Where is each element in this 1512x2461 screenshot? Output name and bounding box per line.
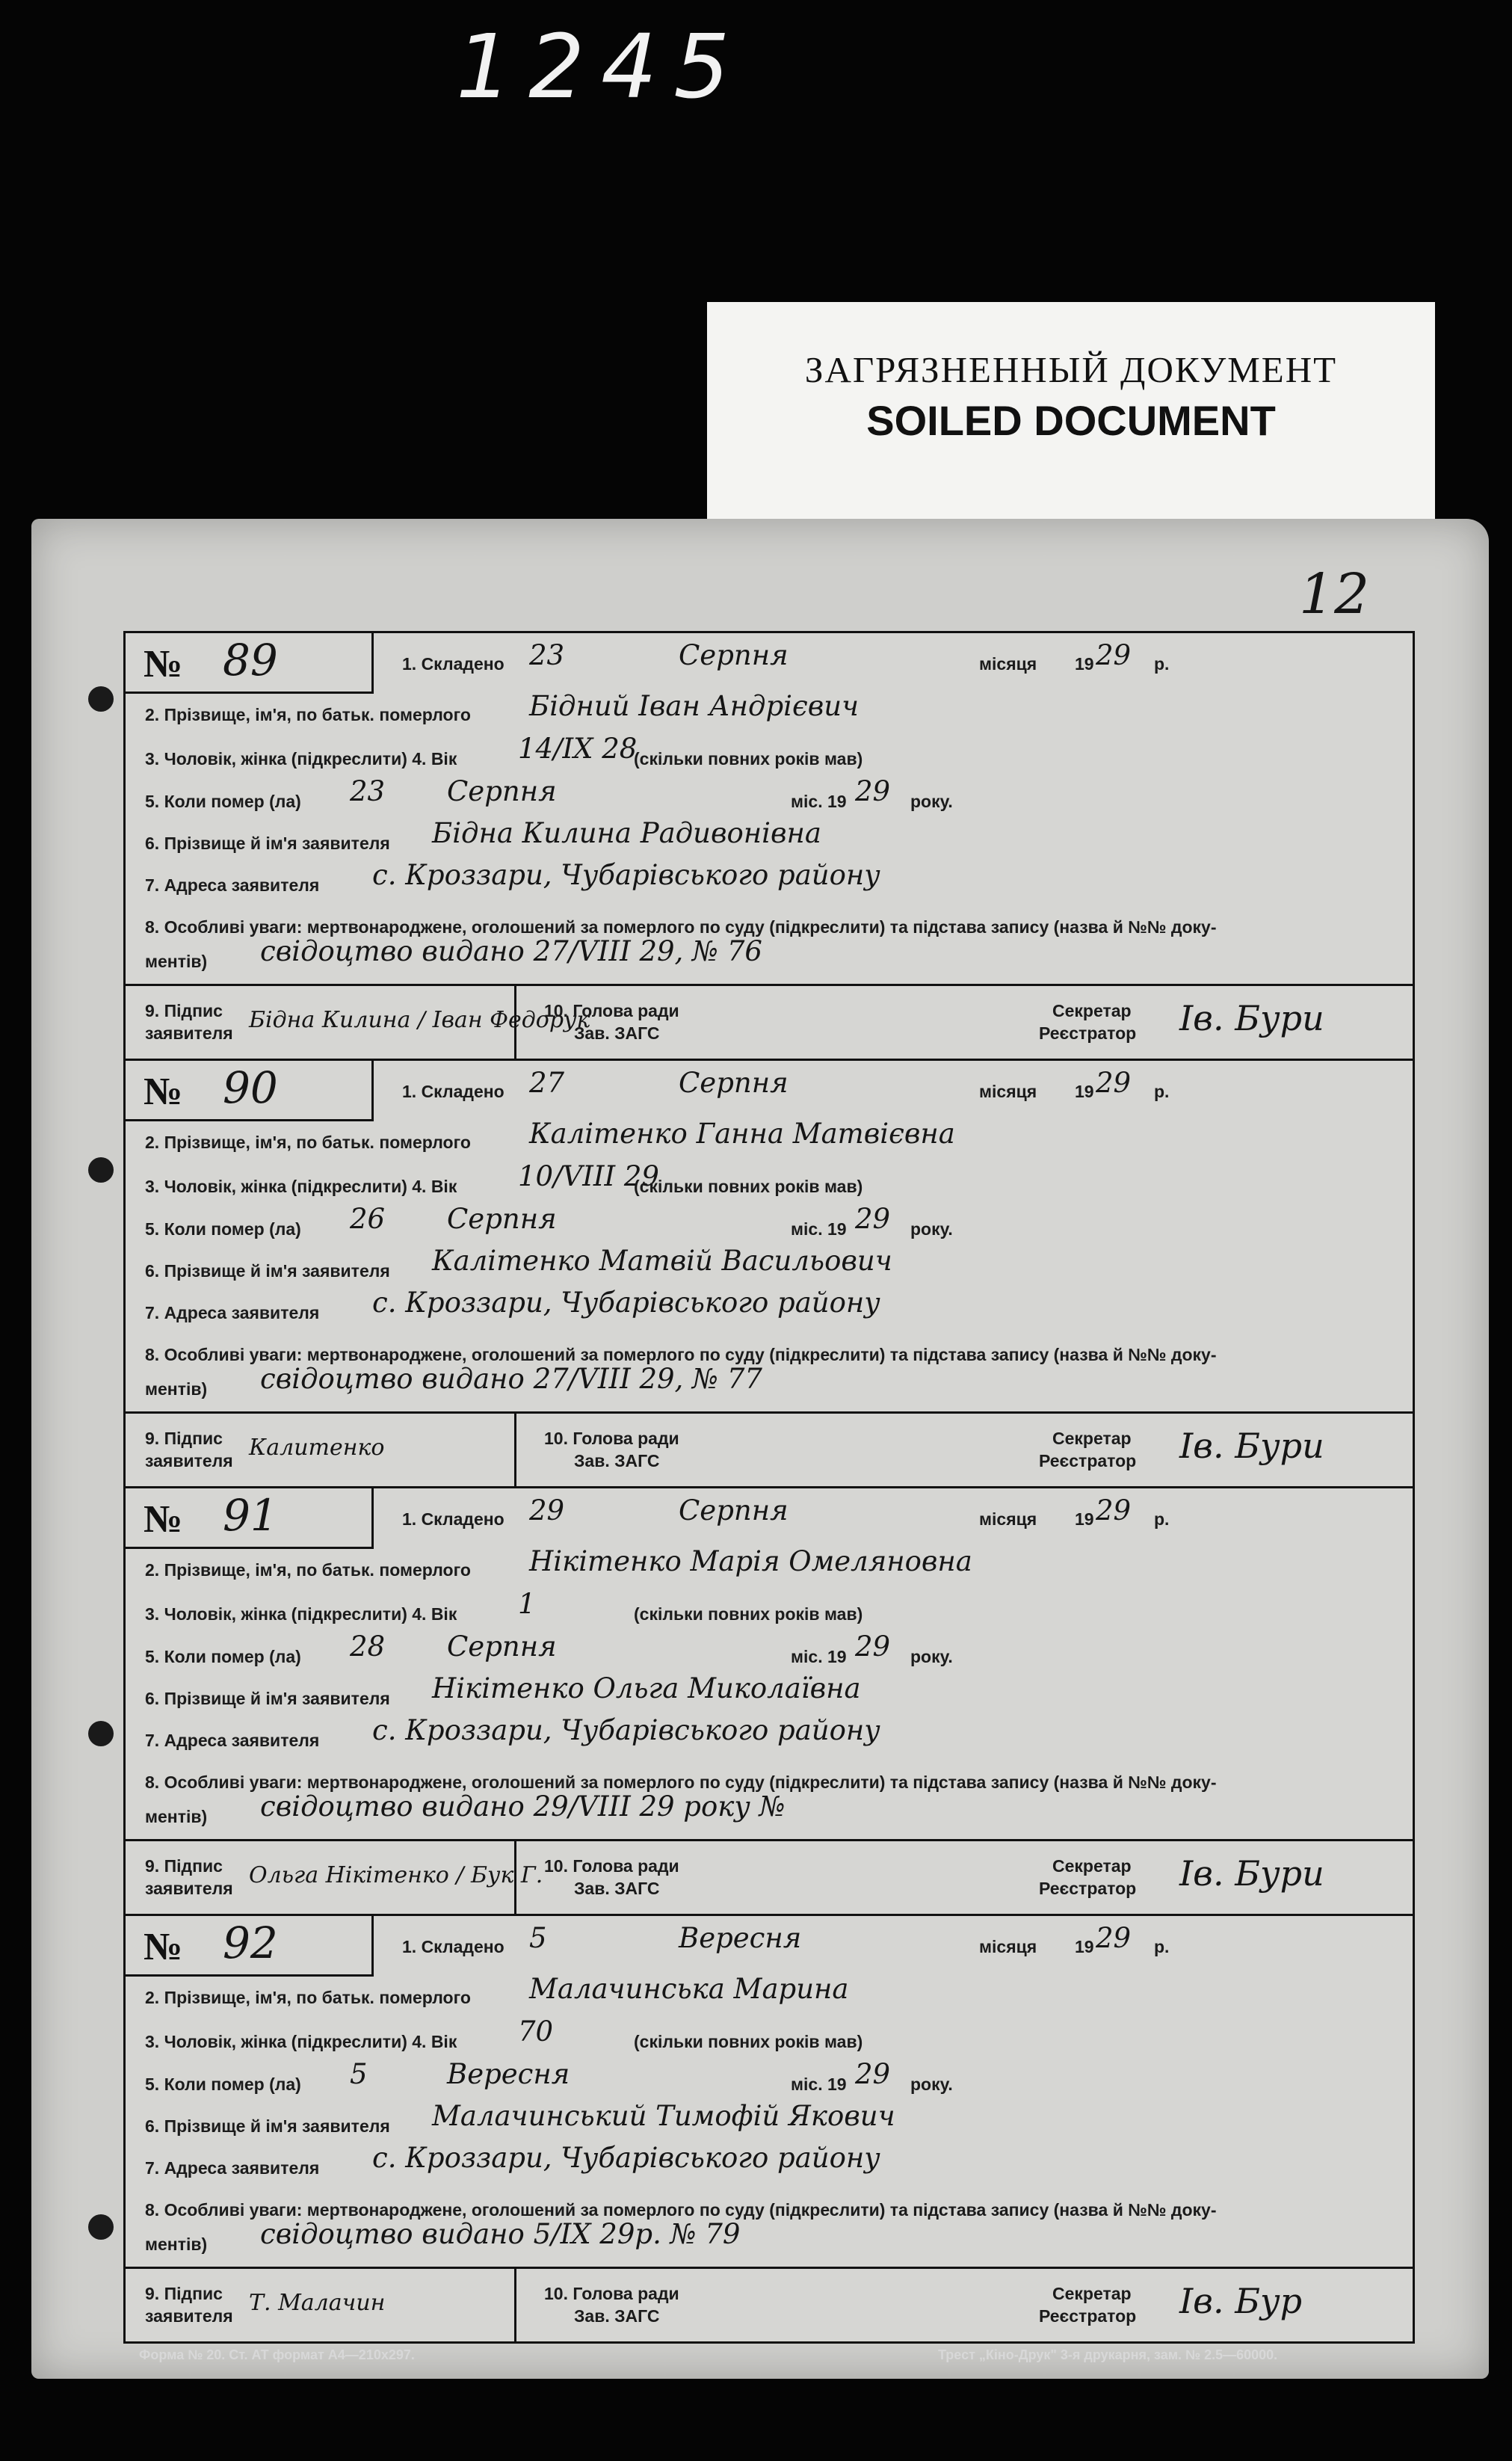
address-label: 7. Адреса заявителя	[145, 875, 320, 895]
registrar-label: Реєстратор	[1039, 1879, 1137, 1898]
secretary-label: Секретар	[1052, 1856, 1132, 1876]
record-number: 92	[223, 1918, 278, 1968]
record-number-box	[126, 1061, 374, 1121]
registrar-signature: Ів. Бури	[1179, 1426, 1324, 1466]
death-date-label: 5. Коли помер (ла)	[145, 1219, 301, 1239]
record-number-box	[126, 1488, 374, 1549]
signature-label-cont: заявителя	[145, 2306, 233, 2326]
year-prefix: 19	[1075, 654, 1094, 674]
death-register-form	[123, 631, 1415, 2344]
signature-label: 9. Підпис	[145, 1429, 223, 1448]
mis-label: міс. 19	[791, 1219, 847, 1239]
death-month: Серпня	[447, 775, 557, 807]
registrar-label: Реєстратор	[1039, 1451, 1137, 1470]
applicant-label: 6. Прізвище й ім'я заявителя	[145, 1261, 390, 1281]
record-entry	[126, 1061, 1413, 1488]
age-note: (скільки повних років мав)	[634, 1177, 863, 1196]
punch-hole-icon	[88, 1721, 114, 1746]
notes-value: свідоцтво видано 5/IX 29р. № 79	[260, 2218, 741, 2250]
secretary-label: Секретар	[1052, 1001, 1132, 1020]
signature-label-cont: заявителя	[145, 1879, 233, 1898]
number-sign: №	[144, 1498, 183, 1541]
month-label: місяця	[979, 1509, 1037, 1529]
punch-hole-icon	[88, 2214, 114, 2240]
mis-label: міс. 19	[791, 792, 847, 811]
compiled-label: 1. Складено	[402, 654, 504, 674]
head-label: 10. Голова ради	[544, 1856, 679, 1876]
name-label: 2. Прізвище, ім'я, по батьк. померлого	[145, 1560, 471, 1580]
secretary-label: Секретар	[1052, 1429, 1132, 1448]
footer-form-info: Форма № 20. Ст. АТ формат А4—210х297.	[139, 2347, 415, 2362]
signature-row	[126, 1839, 1413, 1916]
month-label: місяця	[979, 654, 1037, 674]
notes-label-cont: ментів)	[145, 952, 208, 971]
death-day: 26	[350, 1203, 386, 1235]
record-number: 90	[223, 1062, 278, 1113]
signature-row	[126, 2267, 1413, 2344]
compiled-year: 29	[1096, 639, 1132, 671]
notes-label: 8. Особливі уваги: мертвонароджене, оголошений за померлого по суду (підкреслити) та підстава запису (назва й №№ доку-	[145, 2200, 1217, 2220]
notes-label-cont: ментів)	[145, 1379, 208, 1399]
month-label: місяця	[979, 1082, 1037, 1101]
death-date-label: 5. Коли помер (ла)	[145, 1647, 301, 1666]
age-note: (скільки повних років мав)	[634, 1604, 863, 1624]
sex-age-label: 3. Чоловік, жінка (підкреслити) 4. Вік	[145, 1177, 457, 1196]
head-label: 10. Голова ради	[544, 2284, 679, 2303]
name-label: 2. Прізвище, ім'я, по батьк. померлого	[145, 1988, 471, 2007]
sex-age-label: 3. Чоловік, жінка (підкреслити) 4. Вік	[145, 1604, 457, 1624]
compiled-month: Серпня	[679, 1494, 789, 1527]
year-prefix: 19	[1075, 1509, 1094, 1529]
secretary-label: Секретар	[1052, 2284, 1132, 2303]
head-label-cont: Зав. ЗАГС	[574, 1879, 660, 1898]
deceased-age: 70	[518, 2015, 554, 2048]
mis-label: міс. 19	[791, 2075, 847, 2094]
registrar-signature: Ів. Бур	[1179, 2281, 1303, 2321]
compiled-year: 29	[1096, 1067, 1132, 1099]
compiled-day: 29	[529, 1494, 565, 1527]
year-suffix: р.	[1154, 654, 1170, 674]
year-prefix: 19	[1075, 1937, 1094, 1956]
head-label-cont: Зав. ЗАГС	[574, 1451, 660, 1470]
roku-label: року.	[910, 792, 953, 811]
punch-hole-icon	[88, 1157, 114, 1183]
applicant-signature: Калитенко	[249, 1435, 385, 1461]
soiled-label-en: SOILED DOCUMENT	[866, 397, 1276, 444]
compiled-year: 29	[1096, 1494, 1132, 1527]
sex-age-label: 3. Чоловік, жінка (підкреслити) 4. Вік	[145, 2032, 457, 2051]
applicant-name: Нікітенко Ольга Миколаївна	[432, 1672, 861, 1704]
applicant-label: 6. Прізвище й ім'я заявителя	[145, 1689, 390, 1708]
age-note: (скільки повних років мав)	[634, 749, 863, 769]
compiled-year: 29	[1096, 1922, 1132, 1954]
deceased-name: Малачинська Марина	[529, 1973, 849, 2005]
head-label: 10. Голова ради	[544, 1429, 679, 1448]
notes-label: 8. Особливі уваги: мертвонароджене, оголошений за померлого по суду (підкреслити) та підстава запису (назва й №№ доку-	[145, 917, 1217, 937]
address-label: 7. Адреса заявителя	[145, 2158, 320, 2178]
roku-label: року.	[910, 1219, 953, 1239]
year-suffix: р.	[1154, 1937, 1170, 1956]
death-year: 29	[855, 775, 891, 807]
roku-label: року.	[910, 2075, 953, 2094]
compiled-day: 23	[529, 639, 565, 671]
death-day: 28	[350, 1630, 386, 1663]
death-date-label: 5. Коли помер (ла)	[145, 2075, 301, 2094]
record-number-box	[126, 1916, 374, 1977]
sex-age-label: 3. Чоловік, жінка (підкреслити) 4. Вік	[145, 749, 457, 769]
death-day: 5	[350, 2058, 368, 2090]
death-month: Серпня	[447, 1630, 557, 1663]
record-number: 91	[223, 1490, 278, 1541]
frame-number: 1245	[456, 15, 747, 118]
compiled-label: 1. Складено	[402, 1937, 504, 1956]
applicant-name: Бідна Килина Радивонівна	[432, 817, 821, 849]
notes-label: 8. Особливі уваги: мертвонароджене, оголошений за померлого по суду (підкреслити) та підстава запису (назва й №№ доку-	[145, 1345, 1217, 1364]
signature-divider	[514, 1414, 516, 1488]
applicant-address: с. Кроззари, Чубарівського району	[372, 1714, 880, 1746]
signature-label: 9. Підпис	[145, 2284, 223, 2303]
record-number-box	[126, 633, 374, 694]
roku-label: року.	[910, 1647, 953, 1666]
registrar-label: Реєстратор	[1039, 1023, 1137, 1043]
death-month: Серпня	[447, 1203, 557, 1235]
deceased-age: 1	[518, 1588, 536, 1620]
notes-label: 8. Особливі уваги: мертвонароджене, оголошений за померлого по суду (підкреслити) та підстава запису (назва й №№ доку-	[145, 1772, 1217, 1792]
month-label: місяця	[979, 1937, 1037, 1956]
name-label: 2. Прізвище, ім'я, по батьк. померлого	[145, 705, 471, 724]
deceased-name: Бідний Іван Андрієвич	[529, 690, 860, 722]
deceased-age: 14/IX 28	[518, 733, 638, 765]
notes-label-cont: ментів)	[145, 2234, 208, 2254]
applicant-address: с. Кроззари, Чубарівського району	[372, 859, 880, 891]
head-label-cont: Зав. ЗАГС	[574, 1023, 660, 1043]
registrar-signature: Ів. Бури	[1179, 1853, 1324, 1894]
registrar-signature: Ів. Бури	[1179, 998, 1324, 1038]
death-date-label: 5. Коли помер (ла)	[145, 792, 301, 811]
signature-label: 9. Підпис	[145, 1856, 223, 1876]
applicant-signature: Т. Малачин	[249, 2290, 386, 2316]
applicant-address: с. Кроззари, Чубарівського району	[372, 2142, 880, 2174]
death-year: 29	[855, 1203, 891, 1235]
soiled-label-ru: ЗАГРЯЗНЕННЫЙ ДОКУМЕНТ	[804, 349, 1338, 390]
deceased-name: Нікітенко Марія Омеляновна	[529, 1545, 972, 1577]
year-prefix: 19	[1075, 1082, 1094, 1101]
signature-row	[126, 984, 1413, 1061]
applicant-signature: Бідна Килина / Іван Федорук	[249, 1007, 590, 1033]
compiled-month: Вересня	[679, 1922, 802, 1954]
year-suffix: р.	[1154, 1082, 1170, 1101]
death-year: 29	[855, 2058, 891, 2090]
notes-value: свідоцтво видано 27/VIII 29, № 77	[260, 1363, 762, 1395]
applicant-name: Калітенко Матвій Васильович	[432, 1245, 892, 1277]
compiled-label: 1. Складено	[402, 1082, 504, 1101]
page-number: 12	[1299, 562, 1370, 626]
number-sign: №	[144, 643, 183, 686]
applicant-address: с. Кроззари, Чубарівського району	[372, 1287, 880, 1319]
applicant-label: 6. Прізвище й ім'я заявителя	[145, 2116, 390, 2136]
applicant-label: 6. Прізвище й ім'я заявителя	[145, 834, 390, 853]
compiled-label: 1. Складено	[402, 1509, 504, 1529]
registrar-label: Реєстратор	[1039, 2306, 1137, 2326]
applicant-signature: Ольга Нікітенко / Бук Г.	[249, 1862, 543, 1888]
compiled-day: 27	[529, 1067, 565, 1099]
address-label: 7. Адреса заявителя	[145, 1303, 320, 1322]
signature-row	[126, 1411, 1413, 1488]
applicant-name: Малачинський Тимофій Якович	[432, 2100, 895, 2132]
compiled-day: 5	[529, 1922, 547, 1954]
signature-label: 9. Підпис	[145, 1001, 223, 1020]
record-entry	[126, 633, 1413, 1061]
record-number: 89	[223, 635, 278, 686]
soiled-document-label	[707, 302, 1435, 540]
compiled-month: Серпня	[679, 639, 789, 671]
death-day: 23	[350, 775, 386, 807]
signature-divider	[514, 2269, 516, 2344]
punch-hole-icon	[88, 686, 114, 712]
mis-label: міс. 19	[791, 1647, 847, 1666]
deceased-age: 10/VIII 29	[518, 1160, 659, 1192]
footer-printer-info: Трест „Кіно-Друк" 3-я друкарня, зам. № 2.5—60000.	[938, 2347, 1278, 2362]
address-label: 7. Адреса заявителя	[145, 1731, 320, 1750]
deceased-name: Калітенко Ганна Матвієвна	[529, 1118, 955, 1150]
death-month: Вересня	[447, 2058, 570, 2090]
number-sign: №	[144, 1071, 183, 1113]
notes-value: свідоцтво видано 27/VIII 29, № 76	[260, 935, 762, 967]
record-entry	[126, 1916, 1413, 2341]
notes-label-cont: ментів)	[145, 1807, 208, 1826]
signature-label-cont: заявителя	[145, 1451, 233, 1470]
head-label: 10. Голова ради	[544, 1001, 679, 1020]
age-note: (скільки повних років мав)	[634, 2032, 863, 2051]
signature-label-cont: заявителя	[145, 1023, 233, 1043]
compiled-month: Серпня	[679, 1067, 789, 1099]
number-sign: №	[144, 1926, 183, 1968]
record-entry	[126, 1488, 1413, 1916]
name-label: 2. Прізвище, ім'я, по батьк. померлого	[145, 1133, 471, 1152]
death-year: 29	[855, 1630, 891, 1663]
notes-value: свідоцтво видано 29/VIII 29 року №	[260, 1790, 786, 1823]
year-suffix: р.	[1154, 1509, 1170, 1529]
head-label-cont: Зав. ЗАГС	[574, 2306, 660, 2326]
